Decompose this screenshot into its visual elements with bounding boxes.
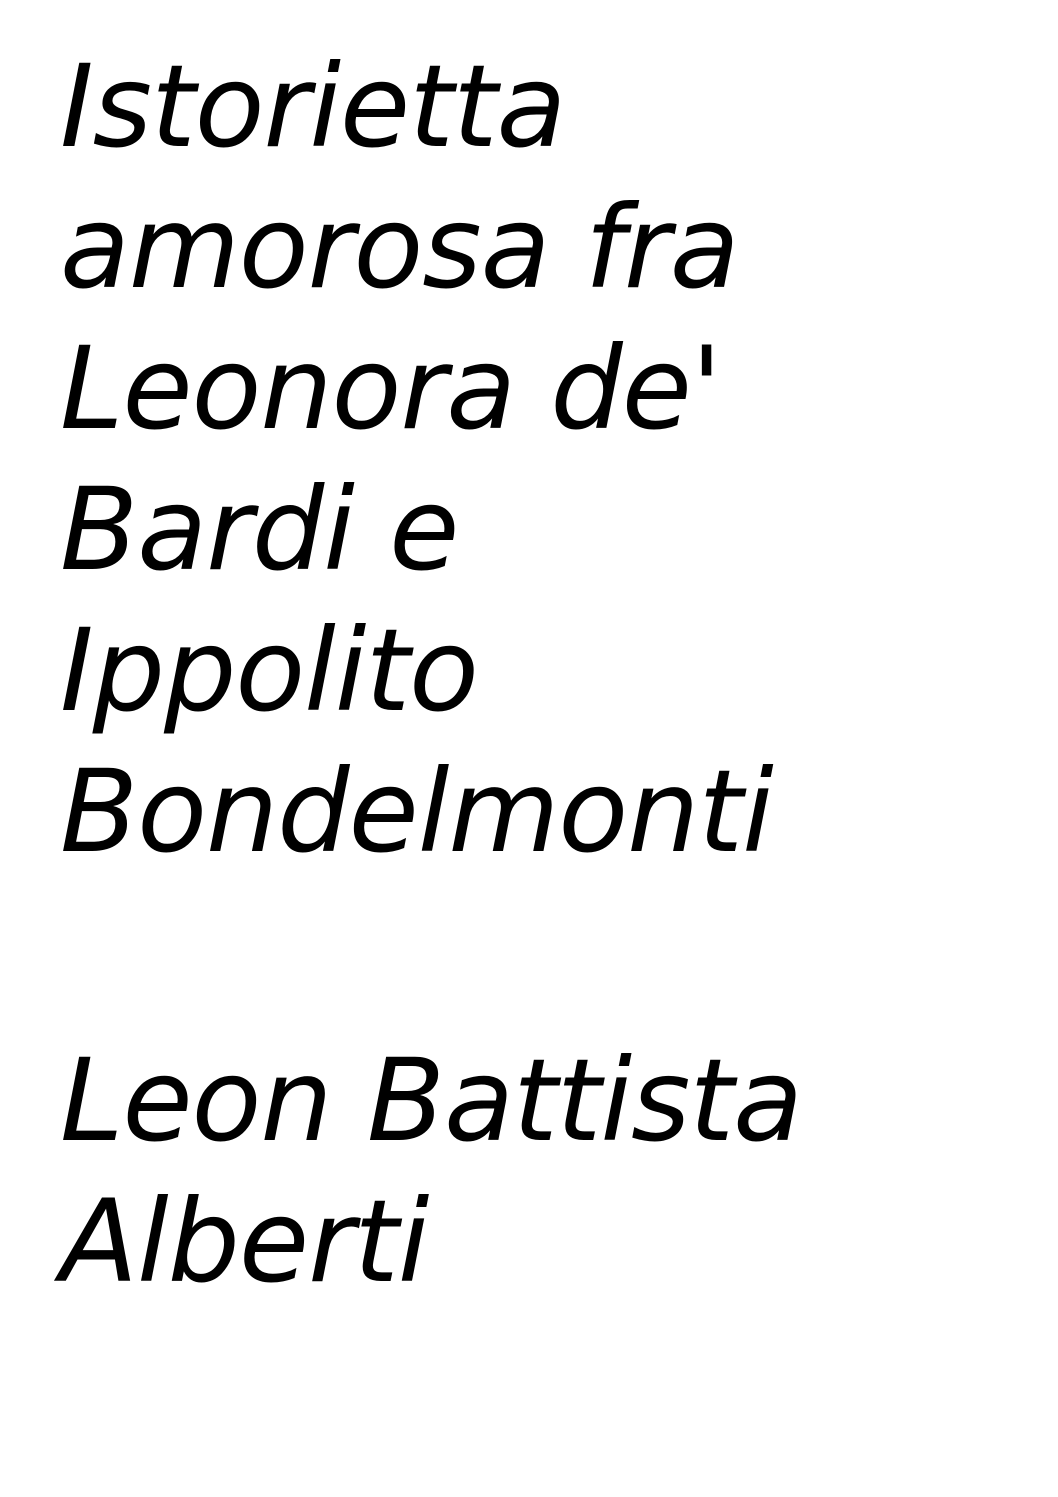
author-line: Alberti xyxy=(60,1175,429,1308)
book-title xyxy=(60,36,773,882)
title-line: Bardi e xyxy=(60,463,459,596)
title-line: Istorietta xyxy=(60,40,566,173)
author-line: Leon Battista xyxy=(60,1034,802,1167)
title-line: Ippolito xyxy=(60,604,478,737)
title-line: Bondelmonti xyxy=(60,745,773,878)
book-author xyxy=(60,1030,802,1312)
title-line: Leonora de' xyxy=(60,322,722,455)
title-line: amorosa fra xyxy=(60,181,739,314)
